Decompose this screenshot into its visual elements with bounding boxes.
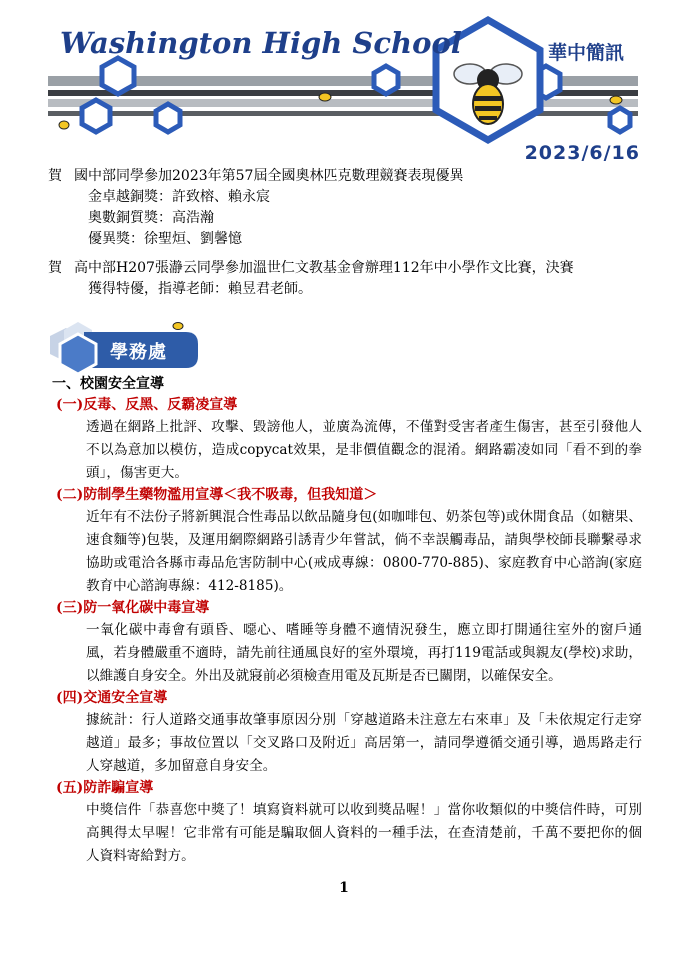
item-title-text: 防一氧化碳中毒宣導: [83, 600, 210, 616]
department-label: 學務處: [110, 342, 167, 363]
award-line: 國中部同學參加2023年第57屆全國奧林匹克數理競賽表現優異: [74, 168, 464, 184]
item-title-text: 防詐騙宣導: [83, 780, 154, 796]
header-stripe: [48, 111, 638, 116]
item-title-text: 交通安全宣導: [83, 690, 168, 706]
safety-item: [52, 395, 642, 485]
award-line: 獲得特優，指導老師：賴昱君老師。: [88, 281, 312, 297]
award-mark: 賀: [48, 260, 62, 276]
item-title-text: 反毒、反黑、反霸凌宣導: [83, 397, 238, 413]
safety-item-title: [52, 778, 642, 799]
newsletter-header: [0, 0, 688, 165]
school-name-title: Washington High School: [60, 26, 462, 60]
safety-item-title: [52, 485, 642, 506]
safety-item: [52, 688, 642, 778]
item-number: (四): [56, 690, 84, 706]
department-banner: [48, 318, 208, 378]
award-subline: 優異獎：徐聖烜、劉馨憶: [88, 231, 242, 247]
safety-item-text: 據統計：行人道路交通事故肇事原因分別「穿越道路未注意左右來車」及「未依規定行走穿越道」最多；事故位置以「交叉路口及附近」高居第一，請同學遵循交通引導，過馬路走行人穿越道，多加留意自身安全。: [86, 712, 642, 774]
newsletter-name: 華中簡訊: [548, 42, 625, 64]
award-line: 高中部H207張瀞云同學參加溫世仁文教基金會辦理112年中小學作文比賽，決賽: [74, 260, 574, 276]
safety-item: [52, 778, 642, 868]
item-number: (五): [56, 780, 84, 796]
award-mark: 賀: [48, 168, 62, 184]
safety-item-text: 一氧化碳中毒會有頭昏、噁心、嗜睡等身體不適情況發生，應立即打開通往室外的窗戶通風，若身體嚴重不適時，請先前往通風良好的室外環境，再打119電話或與親友(學校)求助，以維護自身安全。外出及就寢前必須檢查用電及瓦斯是否已關閉，以確保安全。: [86, 622, 642, 684]
safety-item-text: 中獎信件「恭喜您中獎了！填寫資料就可以收到獎品喔！」當你收類似的中獎信件時，可別高興得太早喔！它非常有可能是騙取個人資料的一種手法，在查清楚前，千萬不要把你的個人資料寄給對方。: [86, 802, 642, 864]
section-title: 一、校園安全宣導: [52, 376, 164, 392]
award-announcement: [48, 166, 463, 250]
page-number: 1: [339, 880, 349, 896]
safety-item-title: [52, 688, 642, 709]
safety-item-title: [52, 395, 642, 416]
item-number: (三): [56, 600, 84, 616]
small-bee-icon: [173, 323, 183, 330]
safety-item-text: 近年有不法份子將新興混合性毒品以飲品隨身包(如咖啡包、奶茶包等)或休閒食品（如糖果、速食麵等)包裝，及運用網際網路引誘青少年嘗試，倘不幸誤觸毒品，請與學校師長聯繫尋求協助或電洽各縣市毒品危害防制中心(戒成專線：0800-770-885)、家庭教育中心諮詢(家庭教育中心諮詢專線：412-8185)。: [86, 509, 642, 594]
campus-safety-section: [52, 374, 642, 868]
issue-date: 2023/6/16: [524, 142, 640, 164]
item-title-text: 防制學生藥物濫用宣導＜我不吸毒，但我知道＞: [83, 487, 378, 503]
award-announcement: [48, 258, 574, 300]
header-stripe: [48, 99, 638, 107]
item-number: (一): [56, 397, 84, 413]
header-banner-graphic: [0, 0, 688, 165]
safety-item-title: [52, 598, 642, 619]
safety-item: [52, 485, 642, 598]
safety-item: [52, 598, 642, 688]
item-number: (二): [56, 487, 84, 503]
safety-item-text: 透過在網路上批評、攻擊、毀謗他人，並廣為流傳，不僅對受害者產生傷害，甚至引發他人不以為意加以模仿，造成copycat效果，是非價值觀念的混淆。網路霸凌如同「看不到的拳頭」，傷害更大。: [86, 419, 642, 481]
award-subline: 奧數銅質獎：高浩瀚: [88, 210, 214, 226]
award-subline: 金卓越銅獎：許致榕、賴永宸: [88, 189, 270, 205]
